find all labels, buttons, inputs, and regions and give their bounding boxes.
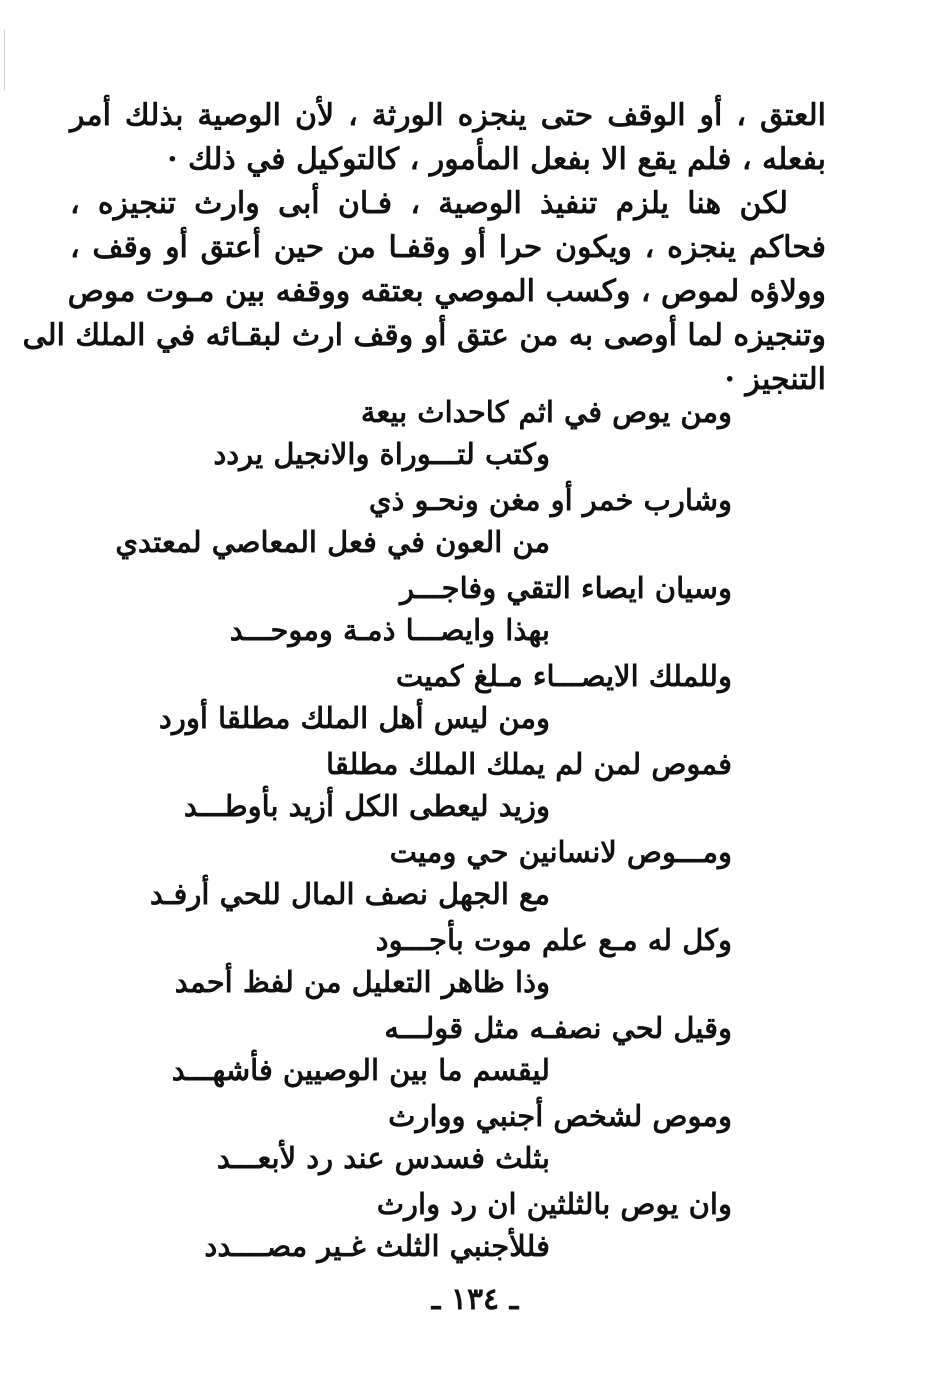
prose-line: التنجيز ·	[724, 362, 826, 397]
prose-line: لكن هنا يلزم تنفيذ الوصية ، فـان أبى وارث تنجيزه ،	[70, 186, 788, 221]
verse-second-hemistich: من العون في فعل المعاصي لمعتدي	[115, 525, 550, 559]
prose-line: وولاؤه لموص ، وكسب الموصي بعتقه ووقفه بين مـوت موص	[67, 274, 826, 309]
verse-first-hemistich: وسيان ايصاء التقي وفاجـــر	[400, 571, 732, 605]
verse-first-hemistich: وان يوص بالثلثين ان رد وارث	[376, 1187, 732, 1221]
prose-line: وتنجيزه لما أوصى به من عتق أو وقف ارث لبقـائه في الملك الى	[22, 318, 826, 353]
verse-first-hemistich: وقيل لحي نصفـه مثل قولـــه	[384, 1011, 732, 1045]
prose-line: فحاكم ينجزه ، ويكون حرا أو وقفـا من حين أعتق أو وقف ،	[70, 230, 826, 265]
verse-first-hemistich: وموص لشخص أجنبي ووارث	[388, 1099, 732, 1133]
verse-second-hemistich: بثلث فسدس عند رد لأبعـــد	[216, 1141, 550, 1175]
prose-line: بفعله ، فلم يقع الا بفعل المأمور ، كالتوكيل في ذلك ·	[167, 142, 826, 177]
verse-second-hemistich: مع الجهل نصف المال للحي أرفـد	[149, 877, 550, 911]
verse-first-hemistich: وشارب خمر أو مغن ونحـو ذي	[368, 483, 732, 517]
page-number: ـ ١٣٤ ـ	[431, 1282, 519, 1317]
prose-block	[22, 94, 826, 402]
verse-second-hemistich: فللأجنبي الثلث غـير مصــــدد	[204, 1229, 550, 1263]
verse-second-hemistich: وزيد ليعطى الكل أزيد بأوطـــد	[183, 789, 550, 823]
verse-first-hemistich: وللملك الايصـــاء مـلغ كميت	[395, 659, 732, 693]
verse-second-hemistich: ليقسم ما بين الوصيين فأشهـــد	[171, 1053, 550, 1087]
verse-first-hemistich: ومن يوص في اثم كاحداث بيعة	[360, 395, 732, 429]
verse-second-hemistich: بهذا وايصـــا ذمـة وموحـــد	[229, 613, 550, 647]
verse-first-hemistich: فموص لمن لم يملك الملك مطلقا	[326, 747, 732, 781]
verse-second-hemistich: ومن ليس أهل الملك مطلقا أورد	[158, 701, 550, 735]
verse-first-hemistich: ومـــوص لانسانين حي وميت	[389, 835, 732, 869]
prose-line: العتق ، أو الوقف حتى ينجزه الورثة ، لأن الوصية بذلك أمر	[70, 98, 826, 133]
scan-edge-mark	[4, 30, 5, 90]
verse-first-hemistich: وكل له مـع علم موت بأجـــود	[375, 923, 732, 957]
verse-second-hemistich: وذا ظاهر التعليل من لفظ أحمد	[174, 965, 550, 999]
verse-second-hemistich: وكتب لتـــوراة والانجيل يردد	[213, 437, 550, 471]
